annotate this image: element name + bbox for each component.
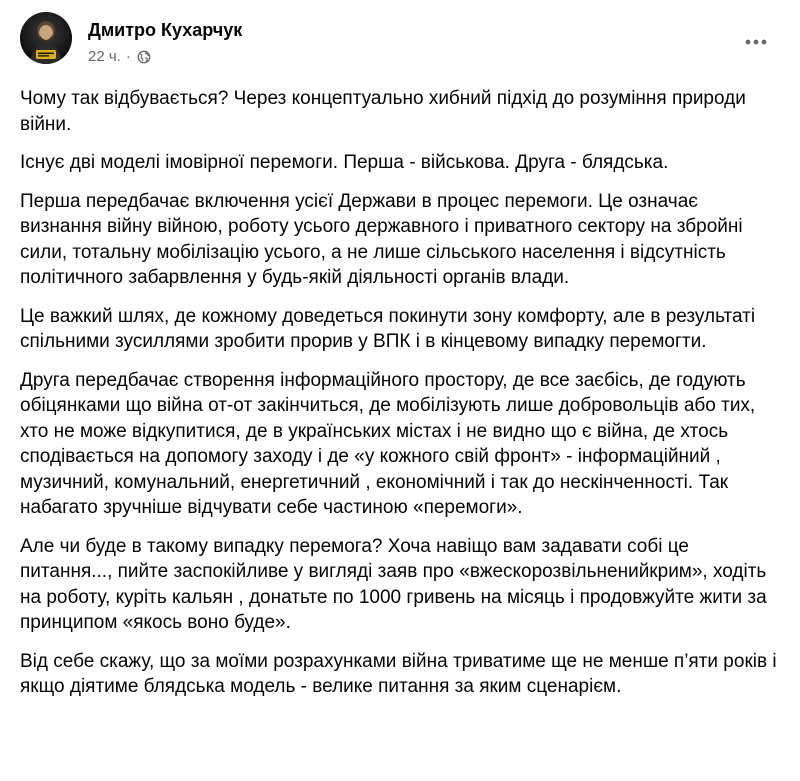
post-header: [20, 12, 780, 72]
post-paragraph: Існує дві моделі імовірної перемоги. Перша - військова. Друга - блядська.: [20, 152, 669, 173]
post-paragraph: Чому так відбувається? Через концептуально хибний підхід до розуміння природи війни.: [20, 88, 746, 135]
globe-icon: [137, 50, 151, 64]
post-paragraph: Від себе скажу, що за моїми розрахунками війна триватиме ще не менше п’яти років і якщо діятиме блядська модель - велике питання за яким сценарієм.: [20, 650, 777, 697]
more-options-button[interactable]: [738, 24, 774, 60]
post-paragraph: Перша передбачає включення усієї Держави в процес перемоги. Це означає визнання війну війною, роботу усього державного і приватного сектору на збройні сили, тотальну мобілізацію усього, а не лише сільського населення і відсутність політичного забарвлення у будь-якій діяльності органів влади.: [20, 190, 743, 288]
post-time[interactable]: 22 ч.: [88, 48, 121, 65]
avatar[interactable]: [20, 12, 72, 64]
avatar-image: [20, 12, 72, 64]
author-name[interactable]: Дмитро Кухарчук: [88, 20, 243, 40]
meta-separator: ·: [125, 48, 131, 65]
more-horizontal-icon: [745, 39, 767, 45]
post-body: [20, 86, 782, 713]
post-paragraph: Друга передбачає створення інформаційного простору, де все заєбісь, де годують обіцянками що війна от-от закінчиться, де мобілізують лише добровольців або тих, хто не може відкупитися, де в українських містах і не видно що є війна, де хтось сподівається на допомогу заходу і де «у кожного свій фронт» - інформаційний , музичний, комунальний, енергетичний , економічний і так до нескінченності. Так набагато зручніше відчувати себе частиною «перемоги».: [20, 369, 756, 518]
post-meta: [88, 48, 151, 66]
post-paragraph: Це важкий шлях, де кожному доведеться покинути зону комфорту, але в результаті спільними зусиллями зробити прорив у ВПК і в кінцевому випадку перемогти.: [20, 305, 756, 352]
post-paragraph: Але чи буде в такому випадку перемога? Хоча навіщо вам задавати собі це питання..., пийте заспокійливе у вигляді заяв про «вжескорозвільненийкрим», ходіть на роботу, куріть кальян , донатьте по 1000 гривень на місяць і продовжуйте жити за принципом «якось воно буде».: [20, 535, 767, 633]
